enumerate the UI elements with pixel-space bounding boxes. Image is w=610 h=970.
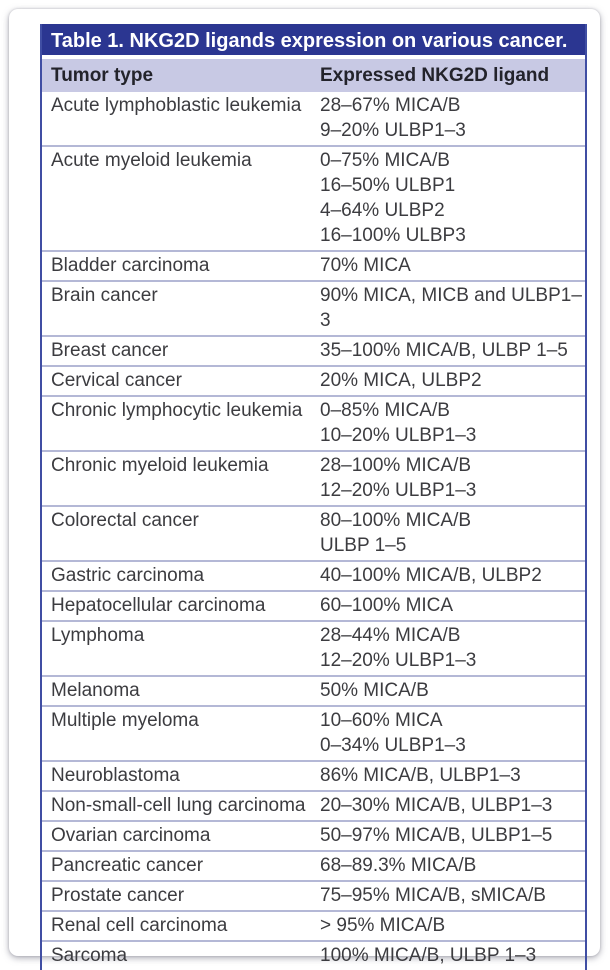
- tumor-type-cell: Ovarian carcinoma: [51, 825, 211, 846]
- table-row: [42, 562, 585, 592]
- ligand-line: 10–60% MICA: [320, 710, 443, 731]
- table-row: [42, 912, 585, 942]
- ligand-cell: [320, 367, 585, 395]
- column-header-tumor-type: Tumor type: [51, 64, 154, 86]
- table-row: [42, 507, 585, 562]
- ligand-line: > 95% MICA/B: [320, 915, 446, 936]
- ligand-line: 12–20% ULBP1–3: [320, 650, 477, 671]
- ligand-cell: [320, 282, 585, 335]
- tumor-type-cell: Melanoma: [51, 680, 140, 701]
- tumor-type-cell: Neuroblastoma: [51, 765, 180, 786]
- ligand-line: 9–20% ULBP1–3: [320, 120, 466, 141]
- table-row: [42, 397, 585, 452]
- nkg2d-ligand-table: [40, 24, 587, 970]
- ligand-line: 28–67% MICA/B: [320, 95, 461, 116]
- table-row: [42, 882, 585, 912]
- tumor-type-cell: Sarcoma: [51, 945, 128, 966]
- tumor-type-cell: Hepatocellular carcinoma: [51, 595, 266, 616]
- ligand-line: 10–20% ULBP1–3: [320, 425, 477, 446]
- ligand-line: 0–75% MICA/B: [320, 150, 450, 171]
- table-row: [42, 762, 585, 792]
- ligand-cell: [320, 762, 585, 790]
- tumor-type-cell: Gastric carcinoma: [51, 565, 205, 586]
- ligand-cell: [320, 397, 585, 450]
- table-row: [42, 942, 585, 970]
- ligand-line: 35–100% MICA/B, ULBP 1–5: [320, 340, 568, 361]
- tumor-type-cell: Lymphoma: [51, 625, 145, 646]
- ligand-line: 90% MICA, MICB and ULBP1–3: [320, 285, 582, 331]
- table-row: [42, 92, 585, 147]
- table-row: [42, 337, 585, 367]
- tumor-type-cell: Acute lymphoblastic leukemia: [51, 95, 302, 116]
- ligand-line: 70% MICA: [320, 255, 411, 276]
- ligand-line: 20–30% MICA/B, ULBP1–3: [320, 795, 553, 816]
- column-header-row: [42, 59, 585, 92]
- table-row: [42, 282, 585, 337]
- ligand-line: 86% MICA/B, ULBP1–3: [320, 765, 521, 786]
- ligand-line: 50–97% MICA/B, ULBP1–5: [320, 825, 553, 846]
- column-header-expressed-ligand: Expressed NKG2D ligand: [320, 64, 550, 86]
- tumor-type-cell: Breast cancer: [51, 340, 169, 361]
- table-row: [42, 147, 585, 252]
- tumor-type-cell: Acute myeloid leukemia: [51, 150, 252, 171]
- ligand-cell: [320, 507, 585, 560]
- ligand-line: 20% MICA, ULBP2: [320, 370, 482, 391]
- tumor-type-cell: Non-small-cell lung carcinoma: [51, 795, 306, 816]
- ligand-line: 16–50% ULBP1: [320, 175, 456, 196]
- ligand-line: 40–100% MICA/B, ULBP2: [320, 565, 542, 586]
- ligand-cell: [320, 562, 585, 590]
- tumor-type-cell: Chronic lymphocytic leukemia: [51, 400, 303, 421]
- tumor-type-cell: Colorectal cancer: [51, 510, 199, 531]
- tumor-type-cell: Bladder carcinoma: [51, 255, 210, 276]
- ligand-line: 0–34% ULBP1–3: [320, 735, 466, 756]
- ligand-cell: [320, 942, 585, 970]
- ligand-line: ULBP 1–5: [320, 535, 407, 556]
- ligand-line: 28–44% MICA/B: [320, 625, 461, 646]
- ligand-cell: [320, 147, 585, 250]
- ligand-line: 0–85% MICA/B: [320, 400, 450, 421]
- ligand-cell: [320, 912, 585, 940]
- ligand-cell: [320, 707, 585, 760]
- ligand-line: 50% MICA/B: [320, 680, 429, 701]
- ligand-cell: [320, 882, 585, 910]
- ligand-line: 12–20% ULBP1–3: [320, 480, 477, 501]
- ligand-line: 4–64% ULBP2: [320, 200, 445, 221]
- ligand-cell: [320, 792, 585, 820]
- table-row: [42, 622, 585, 677]
- ligand-line: 28–100% MICA/B: [320, 455, 472, 476]
- ligand-cell: [320, 252, 585, 280]
- tumor-type-cell: Brain cancer: [51, 285, 158, 306]
- table-title: Table 1. NKG2D ligands expression on various cancer.: [42, 24, 585, 59]
- table-row: [42, 252, 585, 282]
- ligand-line: 68–89.3% MICA/B: [320, 855, 477, 876]
- ligand-line: 16–100% ULBP3: [320, 225, 466, 246]
- ligand-cell: [320, 592, 585, 620]
- tumor-type-cell: Prostate cancer: [51, 885, 185, 906]
- ligand-cell: [320, 337, 585, 365]
- ligand-line: 75–95% MICA/B, sMICA/B: [320, 885, 546, 906]
- ligand-cell: [320, 622, 585, 675]
- ligand-line: 100% MICA/B, ULBP 1–3: [320, 945, 537, 966]
- ligand-cell: [320, 92, 585, 145]
- tumor-type-cell: Renal cell carcinoma: [51, 915, 228, 936]
- table-row: [42, 677, 585, 707]
- tumor-type-cell: Multiple myeloma: [51, 710, 199, 731]
- ligand-cell: [320, 822, 585, 850]
- tumor-type-cell: Pancreatic cancer: [51, 855, 204, 876]
- ligand-cell: [320, 677, 585, 705]
- ligand-cell: [320, 452, 585, 505]
- table-card: [9, 9, 600, 966]
- table-row: [42, 822, 585, 852]
- ligand-line: 60–100% MICA: [320, 595, 454, 616]
- table-row: [42, 592, 585, 622]
- ligand-cell: [320, 852, 585, 880]
- table-row: [42, 792, 585, 822]
- table-row: [42, 852, 585, 882]
- table-row: [42, 707, 585, 762]
- tumor-type-cell: Cervical cancer: [51, 370, 182, 391]
- ligand-line: 80–100% MICA/B: [320, 510, 472, 531]
- table-body: [42, 92, 585, 970]
- table-row: [42, 452, 585, 507]
- tumor-type-cell: Chronic myeloid leukemia: [51, 455, 269, 476]
- table-row: [42, 367, 585, 397]
